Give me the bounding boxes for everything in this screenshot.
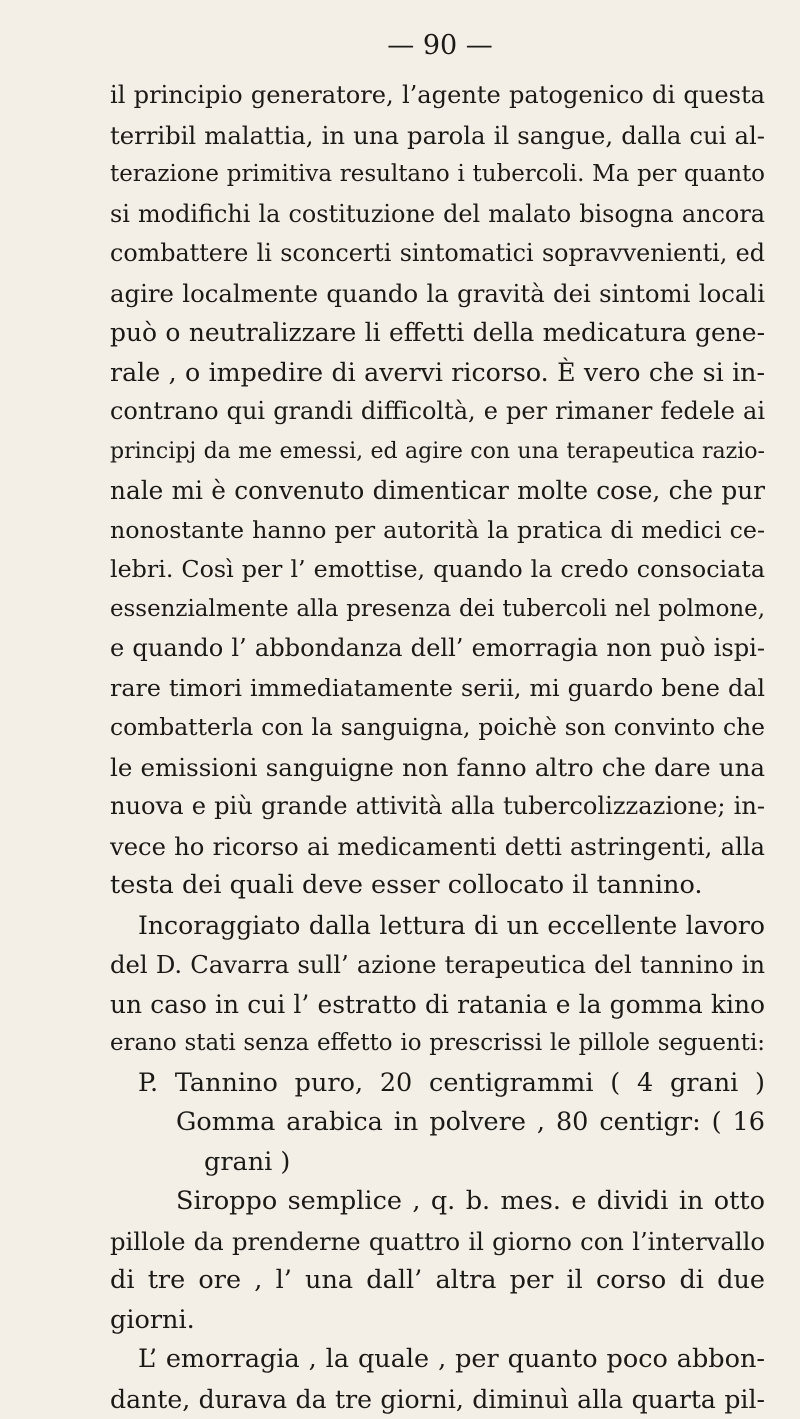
text-line: rale , o impedire di avervi ricorso. È vero che si in-: [110, 353, 765, 393]
text-line: erano stati senza effetto io prescrissi le pillole seguenti:: [110, 1024, 765, 1064]
text-line: nale mi è convenuto dimenticar molte cose, che pur: [110, 471, 765, 511]
text-line: giorni.: [110, 1301, 765, 1341]
text-line: nonostante hanno per autorità la pratica di medici ce-: [110, 511, 765, 551]
text-line: rare timori immediatamente serii, mi guardo bene dal: [110, 669, 765, 709]
text-line: essenzialmente alla presenza dei tubercoli nel polmone,: [110, 590, 765, 630]
text-line: terazione primitiva resultano i tubercoli. Ma per quanto: [110, 155, 765, 195]
text-line: del D. Cavarra sull’ azione terapeutica del tannino in: [110, 945, 765, 985]
text-line: nuova e più grande attività alla tubercolizzazione; in-: [110, 787, 765, 827]
text-line: terribil malattia, in una parola il sangue, dalla cui al-: [110, 116, 765, 156]
text-line: il principio generatore, l’agente patogenico di questa: [110, 76, 765, 116]
prescription-line: Siroppo semplice , q. b. mes. e dividi in otto: [110, 1182, 765, 1222]
text-line: agire localmente quando la gravità dei sintomi locali: [110, 274, 765, 314]
text-line: principj da me emessi, ed agire con una terapeutica razio-: [110, 432, 765, 472]
text-line: lebri. Così per l’ emottise, quando la credo consociata: [110, 550, 765, 590]
text-line: si modifichi la costituzione del malato bisogna ancora: [110, 195, 765, 235]
text-line: testa dei quali deve esser collocato il tannino.: [110, 866, 765, 906]
text-line: contrano qui grandi difficoltà, e per rimaner fedele ai: [110, 392, 765, 432]
prescription-line: P. Tannino puro, 20 centigrammi ( 4 grani ): [110, 1064, 765, 1104]
text-line: le emissioni sanguigne non fanno altro che dare una: [110, 748, 765, 788]
text-line: vece ho ricorso ai medicamenti detti astringenti, alla: [110, 827, 765, 867]
text-line: L’ emorragia , la quale , per quanto poco abbon-: [110, 1340, 765, 1380]
text-line: combattere li sconcerti sintomatici sopravvenienti, ed: [110, 234, 765, 274]
text-line: e quando l’ abbondanza dell’ emorragia non può ispi-: [110, 629, 765, 669]
page-number: — 90 —: [110, 30, 760, 62]
text-line: può o neutralizzare li effetti della medicatura gene-: [110, 313, 765, 353]
text-line: un caso in cui l’ estratto di ratania e la gomma kino: [110, 985, 765, 1025]
text-line: di tre ore , l’ una dall’ altra per il corso di due: [110, 1261, 765, 1301]
prescription-line: Gomma arabica in polvere , 80 centigr: ( 16: [110, 1103, 765, 1143]
text-line: combatterla con la sanguigna, poichè son convinto che: [110, 708, 765, 748]
text-line: pillole da prenderne quattro il giorno con l’intervallo: [110, 1222, 765, 1262]
text-line: dante, durava da tre giorni, diminuì alla quarta pil-: [110, 1380, 765, 1419]
prescription-line: grani ): [110, 1143, 765, 1183]
body-text: [110, 76, 765, 1419]
text-line: Incoraggiato dalla lettura di un eccellente lavoro: [110, 906, 765, 946]
